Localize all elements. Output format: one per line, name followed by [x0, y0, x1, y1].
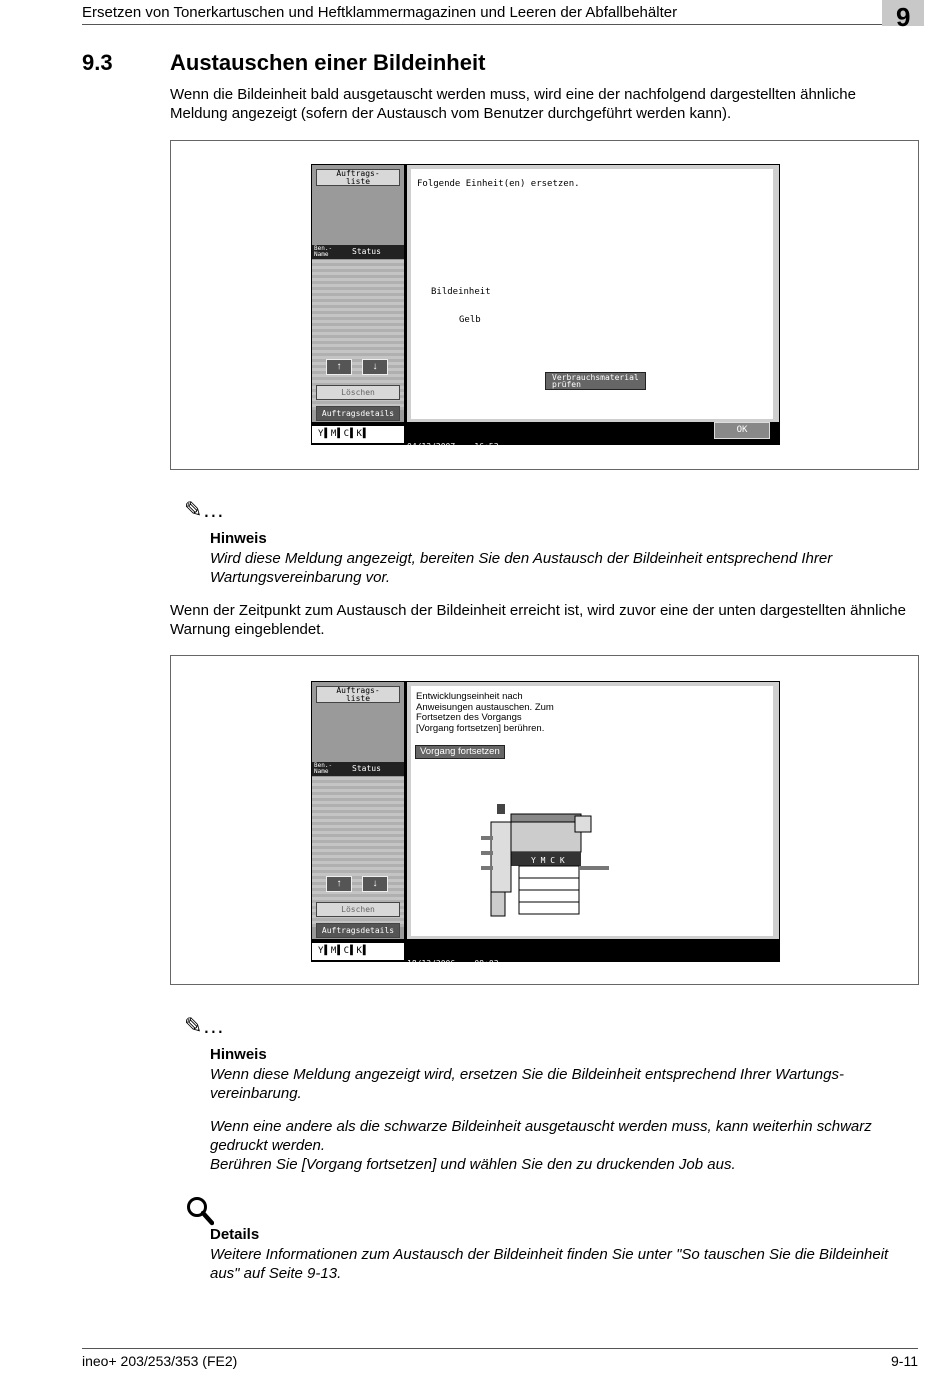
scroll-up-button[interactable]: ↑	[326, 876, 352, 892]
note-heading-2: Hinweis	[210, 1046, 267, 1063]
check-consumables-button[interactable]: Verbrauchsmaterial prüfen	[545, 372, 646, 390]
footer-rule	[82, 1348, 918, 1349]
message-panel-2	[407, 682, 779, 939]
section-title: Austauschen einer Bildeinheit	[170, 50, 486, 75]
header-rule	[82, 24, 882, 25]
control-panel-screen-2	[311, 681, 780, 995]
job-list-header	[312, 245, 404, 259]
section-number: 9.3	[82, 50, 113, 75]
chapter-number: 9	[896, 2, 911, 32]
details-heading: Details	[210, 1226, 260, 1243]
details-text: Weitere Informationen zum Austausch der Bildeinheit finden Sie unter "So tauschen Sie die Bildeinheit aus" auf Seite 9-13.	[210, 1246, 889, 1282]
memory: Speicher 0%	[407, 986, 499, 995]
job-details-button[interactable]: Auftragsdetails	[316, 406, 400, 421]
unit-color: Gelb	[459, 315, 481, 325]
machine-toner-labels: Y M C K	[531, 856, 565, 865]
date-time: 04/13/2007 16:53	[407, 442, 499, 451]
footer-page-number: 9-11	[891, 1353, 918, 1369]
note-text-2b: Wenn eine andere als die schwarze Bildeinheit ausgetauscht werden muss, kann weiterhin schwarz gedruckt werden.	[210, 1118, 872, 1154]
running-header: Ersetzen von Tonerkartuschen und Heftklammermagazinen und Leeren der Abfallbehälter	[82, 4, 678, 21]
magnifier-icon	[186, 1196, 214, 1226]
control-panel-screen	[311, 164, 780, 478]
scroll-up-button[interactable]: ↑	[326, 359, 352, 375]
scroll-down-button[interactable]: ↓	[362, 876, 388, 892]
intro-paragraph: Wenn die Bildeinheit bald ausgetauscht werden muss, wird eine der nachfolgend dargestellten ähnliche Meldung angezeigt (sofern der Austausch vom Benutzer durchgeführt werden kann).	[170, 86, 856, 122]
date-time: 18/12/2006 09:03	[407, 959, 499, 968]
toner-indicator: Y▌M▌C▌K▌	[312, 943, 404, 960]
col-name: Ben.- Name	[314, 762, 333, 775]
message-panel	[407, 165, 779, 422]
paragraph-2: Wenn der Zeitpunkt zum Austausch der Bildeinheit erreicht ist, wird zuvor eine der unten dargestellten ähnliche Warnung eingeblendet.	[170, 602, 906, 638]
figure-screen-2	[170, 655, 919, 995]
replace-message: Folgende Einheit(en) ersetzen.	[417, 179, 580, 189]
note-text-2a: Wenn diese Meldung angezeigt wird, ersetzen Sie die Bildeinheit entsprechend Ihrer Wartungs- vereinbarung.	[210, 1066, 844, 1102]
scroll-down-button[interactable]: ↓	[362, 359, 388, 375]
note-heading: Hinweis	[210, 530, 267, 547]
job-panel-2	[312, 682, 404, 939]
figure-screen-1	[170, 140, 919, 478]
note-text: Wird diese Meldung angezeigt, bereiten Sie den Austausch der Bildeinheit entsprechend Ihrer Wartungsvereinbarung vor.	[210, 550, 833, 586]
note-pencil-icon: ✎…	[184, 497, 225, 522]
message-area-2	[411, 686, 773, 936]
status-bar	[407, 424, 499, 496]
note-pencil-icon-2: ✎…	[184, 1013, 225, 1038]
job-details-button[interactable]: Auftragsdetails	[316, 923, 400, 938]
unit-name: Bildeinheit	[431, 287, 491, 297]
note-text-2c: Berühren Sie [Vorgang fortsetzen] und wählen Sie den zu druckenden Job aus.	[210, 1156, 736, 1173]
continue-button[interactable]: Vorgang fortsetzen	[415, 745, 505, 759]
machine-illustration	[471, 796, 621, 926]
status-bar-2	[407, 941, 499, 1013]
col-status: Status	[352, 764, 381, 773]
job-list-button[interactable]: Auftrags- liste	[316, 169, 400, 186]
job-panel	[312, 165, 404, 422]
ok-button[interactable]: OK	[714, 422, 770, 439]
message-area	[411, 169, 773, 419]
memory: Speicher 0%	[407, 469, 499, 478]
delete-button[interactable]: Löschen	[316, 902, 400, 917]
warning-message: Entwicklungseinheit nach Anweisungen austauschen. Zum Fortsetzen des Vorgangs [Vorgang fortsetzen] berühren.	[416, 691, 554, 734]
job-list-button[interactable]: Auftrags- liste	[316, 686, 400, 703]
col-status: Status	[352, 247, 381, 256]
job-list-header	[312, 762, 404, 776]
toner-indicator: Y▌M▌C▌K▌	[312, 426, 404, 443]
delete-button[interactable]: Löschen	[316, 385, 400, 400]
footer-product: ineo+ 203/253/353 (FE2)	[82, 1353, 238, 1369]
col-name: Ben.- Name	[314, 245, 333, 258]
